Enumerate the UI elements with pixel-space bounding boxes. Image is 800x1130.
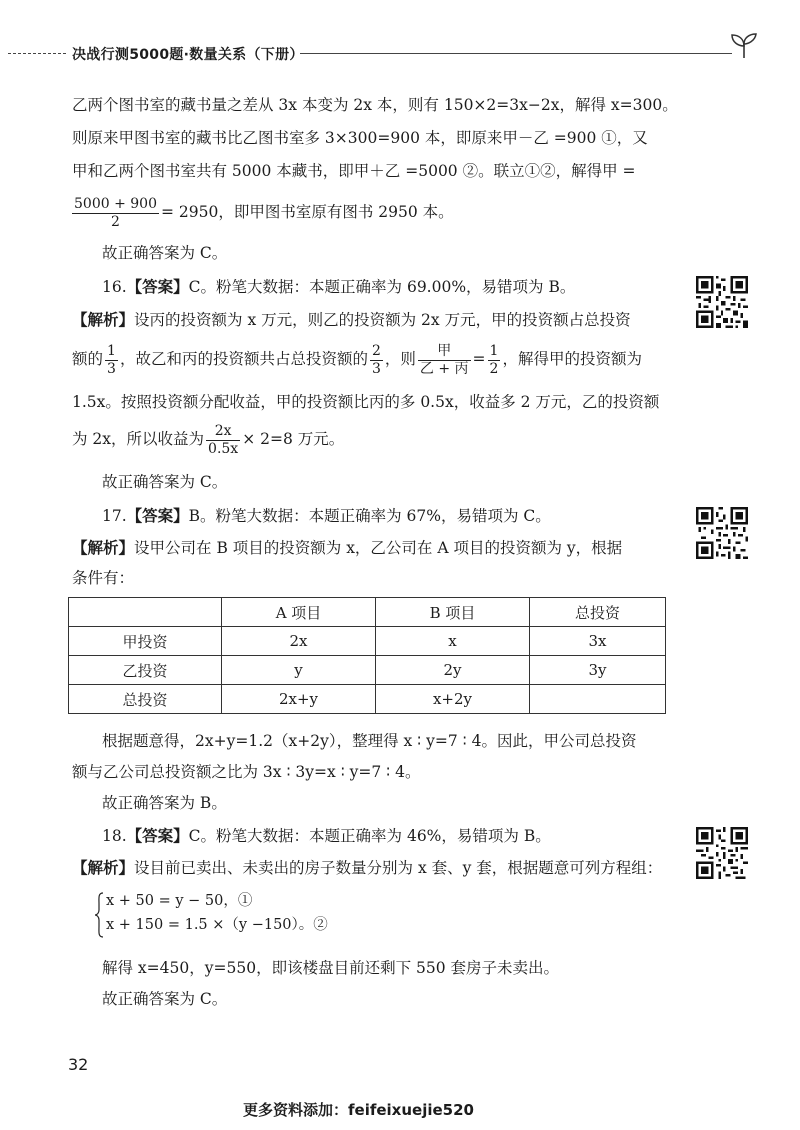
fraction: $\frac{1}{2}$ [489,342,499,377]
equation-2: x + 150 = 1.5 ×（y −150）。② [106,917,328,933]
header-rule [300,53,732,54]
q17-after-line-2: 额与乙公司总投资额之比为 3x ∶ 3y=x ∶ y=7 ∶ 4。 [72,763,421,781]
q17-answer-line: 17.【答案】B。粉笔大数据：本题正确率为 67%，易错项为 C。 [102,506,551,525]
q17-analysis-line-2: 条件有： [72,569,135,587]
para-line-3: 甲和乙两个图书室共有 5000 本藏书，即甲＋乙 =5000 ②。联立①②，解得甲 = [72,162,636,180]
q18-solve-line: 解得 x=450，y=550，即该楼盘目前还剩下 550 套房子未卖出。 [102,959,560,977]
fraction: $\frac{5000 + 900}{2}$ [74,195,157,230]
table-cell: 甲投资 [69,627,222,656]
qr-code-q17[interactable] [696,507,748,559]
table-row [69,685,666,714]
page-number: 32 [68,1055,89,1074]
footer-note: 更多资料添加：feifeixuejie520 [243,1101,474,1119]
q17-after-line-1: 根据题意得，2x+y=1.2（x+2y），整理得 x ∶ y=7 ∶ 4。因此，甲公司总投资 [102,732,637,750]
table-cell [69,598,222,627]
header-dash-rule [8,53,66,54]
investment-table [68,597,666,714]
qr-code-q16[interactable] [696,276,748,328]
book-title: 决战行测5000题·数量关系（下册） [72,47,304,63]
table-header: A 项目 [222,598,376,627]
table-header: 总投资 [530,598,666,627]
table-cell: x+2y [376,685,530,714]
q16-analysis-line-2: 额的 $\frac{1}{3}$ ，故乙和丙的投资额共占总投资额的 $\frac{2}{3}$ ，则 $\frac{\text{甲}}{\text{乙 + 丙}}$ = $\frac{1}{2}$ ，解得甲的投资额为 [72,342,642,377]
conclusion-text: 故正确答案为 C。 [102,990,228,1008]
table-cell: 3y [530,656,666,685]
fraction: $\frac{\text{甲}}{\text{乙 + 丙}}$ [419,342,469,377]
q16-answer-line: 16.【答案】C。粉笔大数据：本题正确率为 69.00%，易错项为 B。 [102,277,576,296]
conclusion-text: 故正确答案为 B。 [102,794,227,812]
para-line-4: $\frac{5000 + 900}{2}$ = 2950，即甲图书室原有图书 2950 本。 [74,195,454,230]
table-row [69,656,666,685]
table-header: B 项目 [376,598,530,627]
table-cell: x [376,627,530,656]
table-cell: 2x [222,627,376,656]
q16-analysis-line-3: 1.5x。按照投资额分配收益，甲的投资额比丙的多 0.5x，收益多 2 万元，乙的投资额 [72,393,660,411]
qr-code-q18[interactable] [696,827,748,879]
table-cell: 乙投资 [69,656,222,685]
para-line-2: 则原来甲图书室的藏书比乙图书室多 3×300=900 本，即原来甲－乙 =900 ①，又 [72,129,648,147]
table-row [69,627,666,656]
table-row [69,598,666,627]
table-cell: 3x [530,627,666,656]
equation-brace [94,892,104,938]
q16-analysis-line-1: 【解析】设丙的投资额为 x 万元，则乙的投资额为 2x 万元，甲的投资额占总投资 [72,310,631,329]
fraction: $\frac{2}{3}$ [371,342,381,377]
q18-answer-line: 18.【答案】C。粉笔大数据：本题正确率为 46%，易错项为 B。 [102,826,551,845]
table-cell: y [222,656,376,685]
equation-1: x + 50 = y − 50，① [106,893,253,909]
table-cell: 总投资 [69,685,222,714]
fraction: $\frac{1}{3}$ [107,342,116,377]
fraction: $\frac{2x}{0.5x}$ [208,422,239,457]
q17-analysis-line-1: 【解析】设甲公司在 B 项目的投资额为 x，乙公司在 A 项目的投资额为 y，根据 [72,538,623,557]
q18-analysis-line-1: 【解析】设目前已卖出、未卖出的房子数量分别为 x 套、y 套，根据题意可列方程组： [72,858,663,877]
table-cell: 2y [376,656,530,685]
conclusion-text: 故正确答案为 C。 [102,244,228,262]
q16-analysis-line-4: 为 2x，所以收益为 $\frac{2x}{0.5x}$ × 2=8 万元。 [72,422,345,457]
para-line-1: 乙两个图书室的藏书量之差从 3x 本变为 2x 本，则有 150×2=3x−2x，解得 x=300。 [72,96,678,114]
conclusion-text: 故正确答案为 C。 [102,473,228,491]
table-cell [530,685,666,714]
table-cell: 2x+y [222,685,376,714]
sprout-icon [728,30,760,60]
